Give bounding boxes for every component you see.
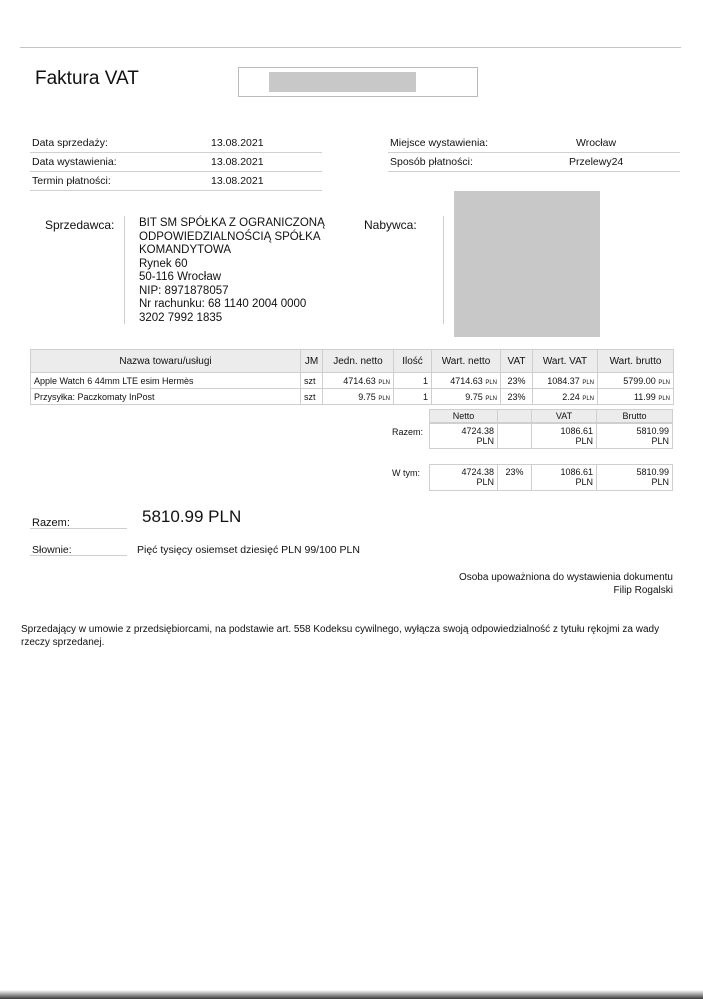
summary-wtym-net	[429, 464, 498, 491]
value: 1086.61	[560, 467, 593, 477]
redacted-buyer-details	[454, 191, 600, 337]
summary-razem-label: Razem:	[392, 427, 424, 437]
currency: PLN	[476, 477, 494, 487]
item-vat-value: 1084.37	[547, 375, 580, 386]
item-unit-net-cell	[323, 373, 394, 389]
col-header-qty: Ilość	[394, 350, 432, 373]
col-header-net: Wart. netto	[432, 350, 501, 373]
currency: PLN	[651, 436, 669, 446]
summary-wtym-label: W tym:	[392, 468, 420, 478]
currency: PLN	[651, 477, 669, 487]
top-rule	[20, 47, 681, 48]
authorized-person	[459, 571, 673, 597]
redacted-invoice-number	[269, 72, 416, 92]
item-net: 9.75	[465, 391, 483, 402]
meta-row-issue-date	[30, 153, 322, 172]
summary-wtym-vat-rate	[497, 464, 532, 491]
meta-value: Przelewy24	[569, 156, 624, 168]
meta-label: Data wystawienia:	[32, 156, 117, 168]
summary-header-vat: VAT	[531, 409, 597, 423]
summary-wtym-gross	[596, 464, 673, 491]
col-header-vat-value: Wart. VAT	[533, 350, 598, 373]
item-name: Przysyłka: Paczkomaty InPost	[31, 389, 301, 405]
value: 5810.99	[636, 426, 669, 436]
item-unit-net: 9.75	[358, 391, 376, 402]
item-gross-cell	[598, 389, 674, 405]
meta-value: Wrocław	[576, 137, 617, 149]
value: 23%	[505, 467, 524, 477]
meta-value: 13.08.2021	[211, 137, 264, 149]
summary-header-gross: Brutto	[596, 409, 673, 423]
meta-row-due-date	[30, 172, 322, 191]
summary-wtym-vat	[531, 464, 597, 491]
meta-label: Data sprzedaży:	[32, 137, 108, 149]
currency: PLN	[575, 477, 593, 487]
item-vat-value: 2.24	[562, 391, 580, 402]
table-row	[31, 389, 674, 405]
item-gross: 11.99	[633, 391, 656, 402]
meta-row-payment-method	[388, 153, 680, 172]
summary-razem-net	[429, 423, 498, 449]
item-vat-value-cell	[533, 389, 598, 405]
authorized-label: Osoba upoważniona do wystawienia dokumentu	[458, 572, 673, 583]
summary-header-net: Netto	[429, 409, 498, 423]
currency: PLN	[485, 379, 497, 386]
currency: PLN	[476, 436, 494, 446]
seller-name-line: BIT SM SPÓŁKA Z OGRANICZONĄ	[139, 217, 325, 229]
currency: PLN	[658, 379, 670, 386]
summary-razem-gross	[596, 423, 673, 449]
meta-label: Miejsce wystawienia:	[390, 137, 489, 149]
in-words-label: Słownie:	[32, 544, 72, 556]
value: 1086.61	[560, 426, 593, 436]
page-bottom-shadow	[0, 990, 703, 999]
table-row	[31, 373, 674, 389]
seller-name-line: ODPOWIEDZIALNOŚCIĄ SPÓŁKA	[139, 230, 321, 243]
currency: PLN	[582, 379, 594, 386]
item-unit-net-cell	[323, 389, 394, 405]
items-table	[30, 349, 674, 405]
in-words-value: Pięć tysięcy osiemset dziesięć PLN 99/100 PLN	[137, 544, 360, 556]
col-header-name: Nazwa towaru/usługi	[31, 350, 301, 373]
currency: PLN	[378, 379, 390, 386]
item-gross: 5799.00	[623, 375, 656, 386]
item-name: Apple Watch 6 44mm LTE esim Hermès	[31, 373, 301, 389]
currency: PLN	[575, 436, 593, 446]
total-label: Razem:	[32, 517, 70, 529]
legal-footer: Sprzedający w umowie z przedsiębiorcami, na podstawie art. 558 Kodeksu cywilnego, wyłącza swoją odpowiedzialność z tytułu rękojmi za wady rzeczy sprzedanej.	[21, 624, 660, 648]
meta-value: 13.08.2021	[211, 175, 264, 187]
in-words-underline	[30, 555, 127, 556]
page-title: Faktura VAT	[35, 68, 139, 89]
seller-divider	[124, 216, 125, 324]
item-unit: szt	[301, 389, 323, 405]
value: 4724.38	[461, 467, 494, 477]
meta-value: 13.08.2021	[211, 156, 264, 168]
seller-label: Sprzedawca:	[45, 218, 115, 232]
meta-label: Termin płatności:	[32, 175, 111, 187]
seller-nip: NIP: 8971878057	[139, 284, 229, 297]
summary-razem-vat	[531, 423, 597, 449]
meta-label: Sposób płatności:	[390, 156, 473, 168]
seller-street: Rynek 60	[139, 257, 188, 270]
seller-account-cont: 3202 7992 1835	[139, 311, 223, 324]
meta-row-place	[388, 134, 680, 153]
col-header-unit-net: Jedn. netto	[323, 350, 394, 373]
summary-razem-vat-rate	[497, 423, 532, 449]
currency: PLN	[378, 395, 390, 402]
item-qty: 1	[394, 389, 432, 405]
item-net-cell	[432, 389, 501, 405]
summary-header-vat-rate	[497, 409, 532, 423]
total-underline	[30, 528, 127, 529]
buyer-divider	[443, 216, 444, 324]
col-header-gross: Wart. brutto	[598, 350, 674, 373]
item-net-cell	[432, 373, 501, 389]
item-gross-cell	[598, 373, 674, 389]
meta-row-sale-date	[30, 134, 322, 153]
value: 5810.99	[636, 467, 669, 477]
col-header-vat: VAT	[501, 350, 533, 373]
authorized-name: Filip Rogalski	[613, 585, 673, 596]
item-unit-net: 4714.63	[343, 375, 376, 386]
seller-city: 50-116 Wrocław	[139, 271, 222, 283]
item-vat-value-cell	[533, 373, 598, 389]
currency: PLN	[582, 395, 594, 402]
item-net: 4714.63	[450, 375, 483, 386]
item-vat: 23%	[501, 373, 533, 389]
buyer-label: Nabywca:	[364, 218, 417, 232]
value: 4724.38	[461, 426, 494, 436]
total-value: 5810.99 PLN	[142, 507, 242, 526]
seller-name-line: KOMANDYTOWA	[139, 244, 232, 256]
table-header-row	[31, 350, 674, 373]
currency: PLN	[485, 395, 497, 402]
item-unit: szt	[301, 373, 323, 389]
item-vat: 23%	[501, 389, 533, 405]
seller-account: Nr rachunku: 68 1140 2004 0000	[139, 298, 307, 310]
seller-details	[139, 217, 339, 325]
currency: PLN	[658, 395, 670, 402]
item-qty: 1	[394, 373, 432, 389]
invoice-number-box	[238, 67, 478, 97]
col-header-unit: JM	[301, 350, 323, 373]
